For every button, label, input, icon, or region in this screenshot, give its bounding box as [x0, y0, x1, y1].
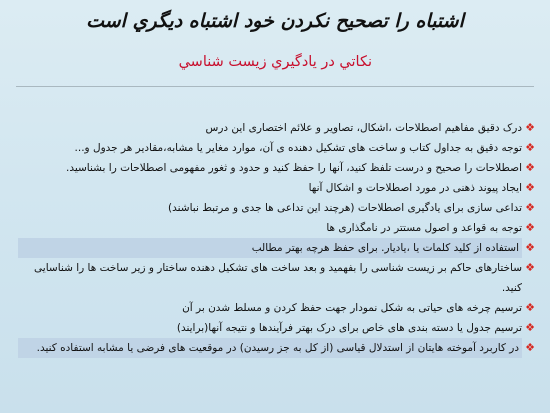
divider	[16, 86, 534, 87]
list-item-text: استفاده از کلید کلمات یا ،یادیار. برای حفظ هرچه بهتر مطالب	[18, 238, 522, 258]
list-item	[18, 178, 538, 198]
list-item	[18, 298, 538, 318]
list-item	[18, 118, 538, 138]
slide-title: اشتباه را تصحيح نكردن خود اشتباه ديگري است	[86, 10, 464, 32]
list-item	[18, 258, 538, 298]
list-item-text: درک دقیق مفاهیم اصطلاحات ،اشکال، تصاویر و علائم اختصاری این درس	[205, 122, 522, 134]
list-item-text: ساختارهای حاکم بر زیست شناسی را بفهمید و بعد ساخت های تشکیل دهنده ساختار و زیر ساخت ها را شناسایی کنید.	[34, 262, 522, 294]
diamond-bullet-icon: ❖	[525, 301, 535, 314]
list-item	[18, 318, 538, 338]
diamond-bullet-icon: ❖	[525, 121, 535, 134]
diamond-bullet-icon: ❖	[525, 181, 535, 194]
diamond-bullet-icon: ❖	[525, 141, 535, 154]
list-item-text: توجه دقیق به جداول کتاب و ساخت های تشکیل دهنده ی آن، موارد مغایر یا مشابه،مقادیر هر جدول و...	[74, 142, 522, 154]
list-item-text: تداعی سازی برای یادگیری اصطلاحات (هرچند این تداعی ها جدی و مرتبط نباشند)	[168, 202, 522, 214]
slide-subtitle: نكاتي در يادگيري زيست شناسي	[178, 54, 372, 70]
diamond-bullet-icon: ❖	[525, 321, 535, 334]
diamond-bullet-icon: ❖	[525, 241, 535, 254]
list-item	[18, 138, 538, 158]
list-item-text: ترسیم جدول یا دسته بندی های خاص برای درک بهتر فرآیندها و نتیجه آنها(برایند)	[176, 322, 522, 334]
diamond-bullet-icon: ❖	[525, 161, 535, 174]
diamond-bullet-icon: ❖	[525, 221, 535, 234]
diamond-bullet-icon: ❖	[525, 261, 535, 274]
list-item	[18, 158, 538, 178]
diamond-bullet-icon: ❖	[525, 341, 535, 354]
list-item	[18, 198, 538, 218]
list-item	[18, 218, 538, 238]
list-item-text: ترسیم چرخه های حیاتی به شکل نمودار جهت حفظ کردن و مسلط شدن بر آن	[182, 302, 522, 314]
list-item	[18, 338, 538, 358]
tips-list	[18, 118, 538, 358]
diamond-bullet-icon: ❖	[525, 201, 535, 214]
list-item-text: در کاربرد آموخته هایتان از استدلال قیاسی (از کل به جز رسیدن) در موقعیت های فرضی یا مشابه استفاده کنید.	[18, 338, 522, 358]
list-item-text: ایجاد پیوند ذهنی در مورد اصطلاحات و اشکال آنها	[308, 182, 522, 194]
list-item	[18, 238, 538, 258]
list-item-text: توجه به قواعد و اصول مستتر در نامگذاری ها	[326, 222, 522, 234]
list-item-text: اصطلاحات را صحیح و درست تلفظ کنید، آنها را حفظ کنید و حدود و ثغور مفهومی اصطلاحات را بشناسید.	[65, 162, 522, 174]
